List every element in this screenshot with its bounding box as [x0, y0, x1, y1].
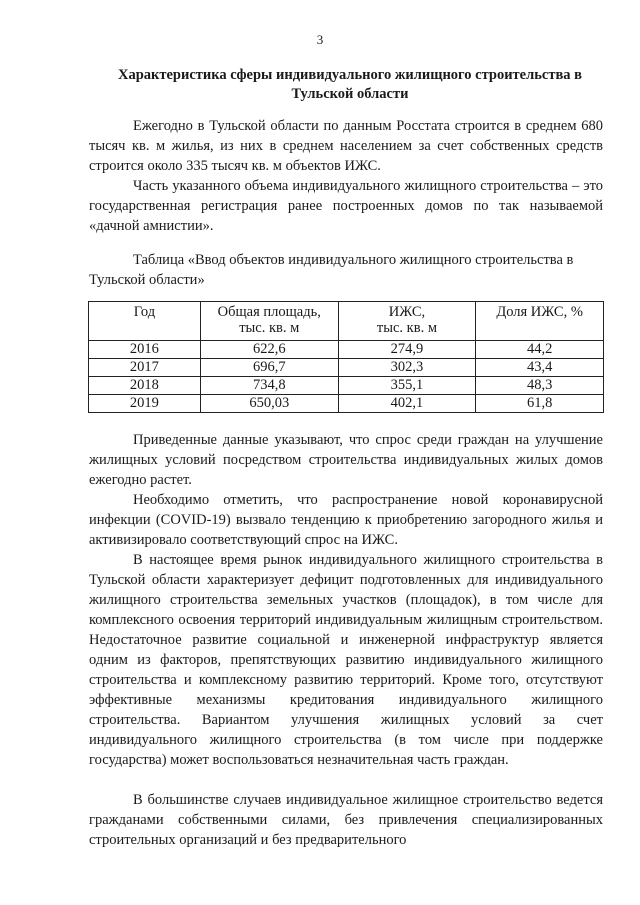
header-ijs	[338, 302, 476, 341]
table-header-row	[89, 302, 604, 341]
paragraph-1: Ежегодно в Тульской области по данным Росстата строится в среднем 680 тысяч кв. м жилья, из них в среднем населением за счет собственных средств строится около 335 тысяч кв. м объектов ИЖС.	[89, 118, 603, 174]
cell-year: 2018	[89, 377, 201, 395]
cell-year: 2017	[89, 359, 201, 377]
header-area-line2: тыс. кв. м	[239, 320, 300, 336]
paragraph-6: В большинстве случаев индивидуальное жилищное строительство ведется гражданами собственными силами, без привлечения специализированных строительных организаций и без предварительного	[89, 792, 603, 848]
header-area-line1: Общая площадь,	[217, 304, 321, 320]
cell-share: 44,2	[476, 341, 604, 359]
header-share: Доля ИЖС, %	[476, 302, 604, 341]
table-row	[89, 341, 604, 359]
cell-year: 2016	[89, 341, 201, 359]
cell-share: 61,8	[476, 395, 604, 413]
cell-ijs: 302,3	[338, 359, 476, 377]
cell-area: 650,03	[200, 395, 338, 413]
header-area	[200, 302, 338, 341]
data-table	[88, 301, 604, 413]
cell-year: 2019	[89, 395, 201, 413]
table-caption: Таблица «Ввод объектов индивидуального жилищного строительства в Тульской области»	[89, 252, 574, 288]
table-row	[89, 377, 604, 395]
header-ijs-line1: ИЖС,	[388, 304, 426, 320]
table-row	[89, 395, 604, 413]
cell-share: 48,3	[476, 377, 604, 395]
paragraph-2: Часть указанного объема индивидуального жилищного строительства – это государственная регистрация ранее построенных домов по так называемой «дачной амнистии».	[89, 178, 603, 234]
header-ijs-line2: тыс. кв. м	[376, 320, 438, 336]
cell-share: 43,4	[476, 359, 604, 377]
cell-area: 734,8	[200, 377, 338, 395]
cell-area: 622,6	[200, 341, 338, 359]
paragraph-3: Приведенные данные указывают, что спрос среди граждан на улучшение жилищных условий посредством строительства индивидуальных жилых домов ежегодно растет.	[89, 432, 603, 488]
paragraph-5: В настоящее время рынок индивидуального жилищного строительства в Тульской области характеризует дефицит подготовленных для индивидуального жилищного строительства земельных участков (площадок), в том числе для комплексного освоения территорий индивидуальным жилищным строительством. Недостаточное развитие социальной и инженерной инфраструктур является одним из факторов, препятствующих развитию индивидуального жилищного строительства и комплексному развитию территорий. Кроме того, отсутствуют эффективные механизмы кредитования индивидуального жилищного строительства. Вариантом улучшения жилищных условий за счет индивидуального жилищного строительства (в том числе при поддержке государства) может воспользоваться незначительная часть граждан.	[89, 552, 603, 768]
table-row	[89, 359, 604, 377]
paragraph-4: Необходимо отметить, что распространение новой коронавирусной инфекции (COVID-19) вызвало тенденцию к приобретению загородного жилья и активизировало соответствующий спрос на ИЖС.	[89, 492, 603, 548]
document-title: Характеристика сферы индивидуального жилищного строительства в Тульской области	[117, 67, 583, 102]
cell-ijs: 402,1	[338, 395, 476, 413]
cell-ijs: 274,9	[338, 341, 476, 359]
cell-area: 696,7	[200, 359, 338, 377]
header-year: Год	[89, 302, 201, 341]
cell-ijs: 355,1	[338, 377, 476, 395]
page-number: 3	[316, 32, 324, 47]
